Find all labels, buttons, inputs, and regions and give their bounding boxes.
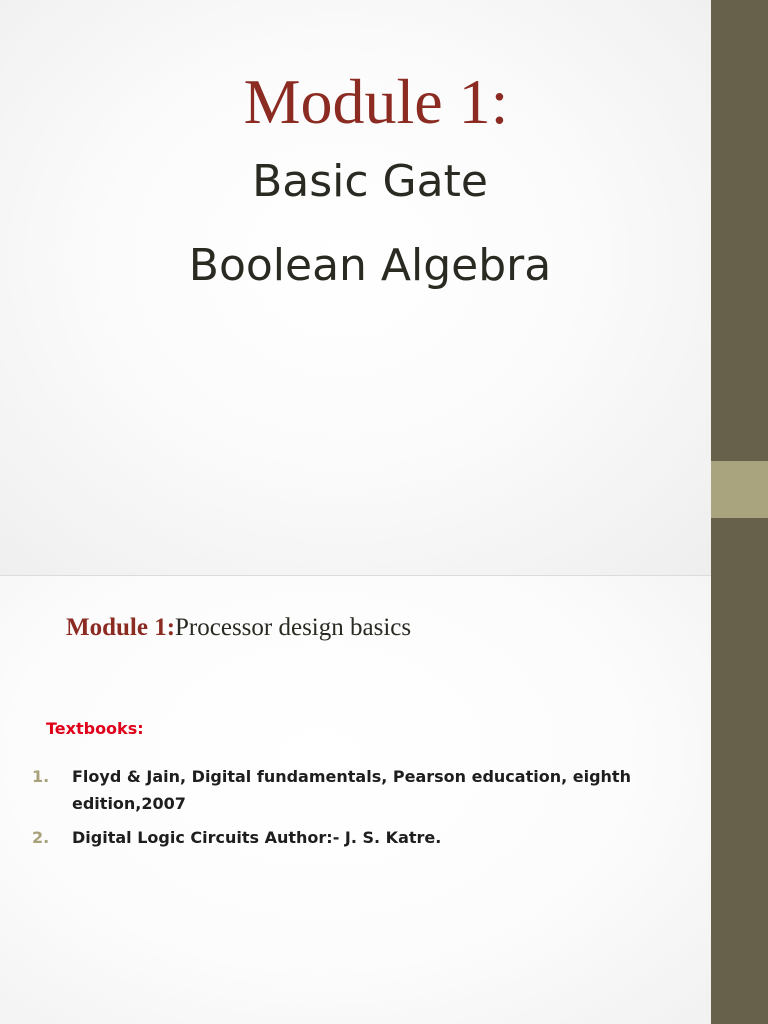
module-heading-topic: Processor design basics	[175, 614, 412, 641]
reference-text: Floyd & Jain, Digital fundamentals, Pearson education, eighth edition,2007	[72, 767, 631, 813]
sidebar-decoration-accent	[711, 461, 768, 518]
slide-references	[0, 575, 711, 1024]
textbooks-label: Textbooks:	[46, 719, 144, 738]
reference-list	[32, 763, 682, 858]
slide-subtitle-line-1: Basic Gate	[252, 156, 488, 207]
module-heading	[66, 615, 411, 640]
reference-text: Digital Logic Circuits Author:- J. S. Katre.	[72, 828, 442, 847]
sidebar-decoration-top	[711, 0, 768, 461]
sidebar-decoration-bottom	[711, 518, 768, 1024]
reference-item	[32, 763, 682, 817]
reference-item	[32, 824, 682, 851]
reference-number: 2.	[32, 828, 50, 847]
module-heading-label: Module 1:	[66, 614, 176, 641]
slide-subtitle-line-2: Boolean Algebra	[188, 240, 552, 291]
slide-title-heading: Module 1:	[243, 66, 509, 137]
reference-number: 1.	[32, 767, 50, 786]
